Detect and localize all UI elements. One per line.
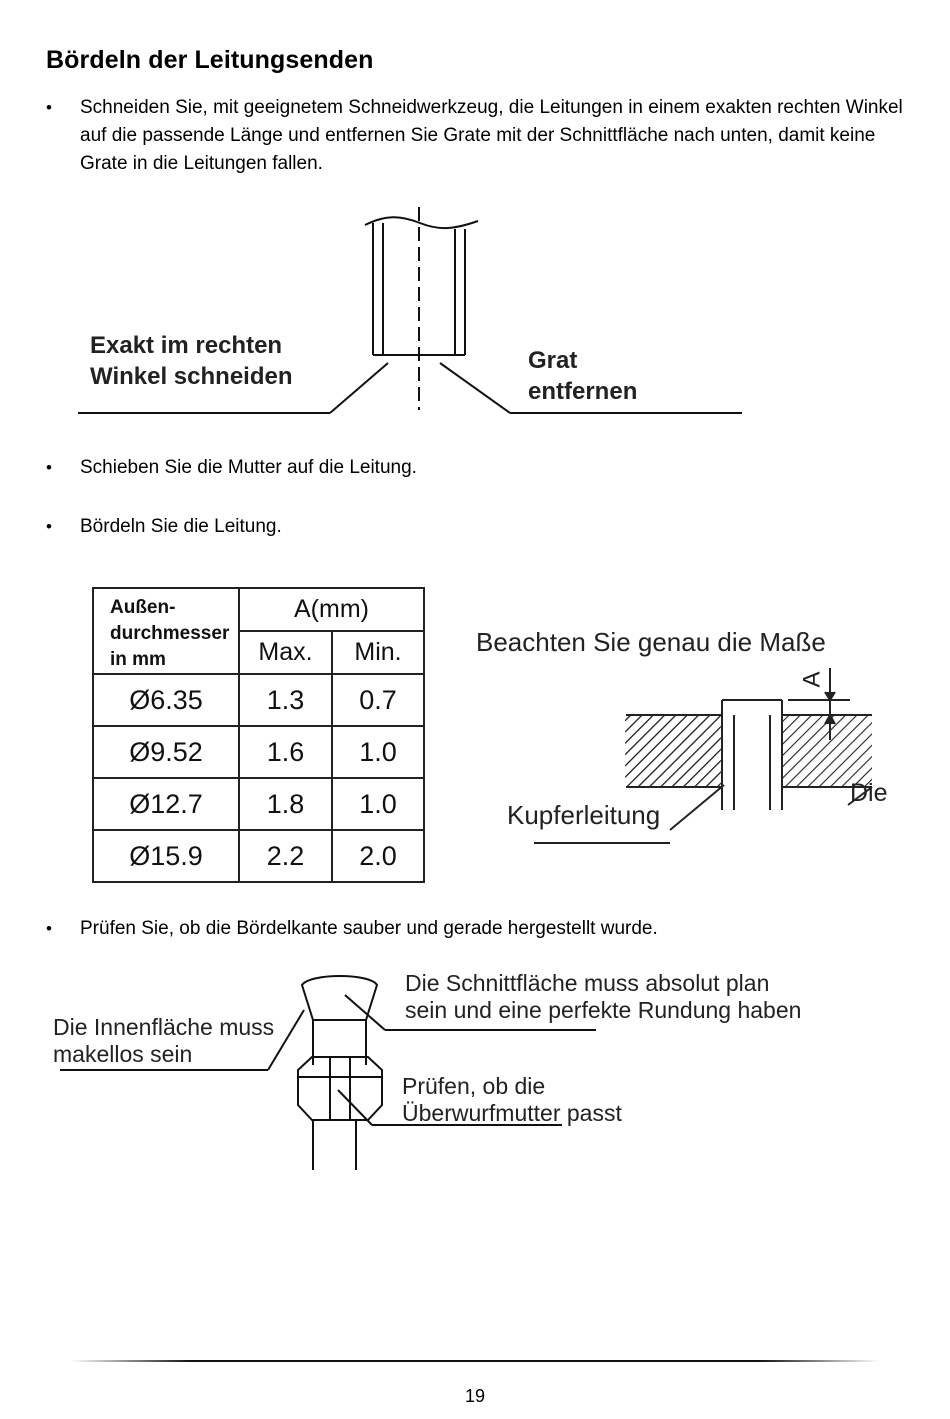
header-line: in mm: [110, 649, 166, 670]
cut-face-label-1: Die Schnittfläche muss absolut plan: [405, 970, 770, 996]
cell-diameter: Ø12.7: [93, 778, 239, 830]
inner-surface-label-2: makellos sein: [53, 1041, 193, 1067]
die-label: Die: [850, 779, 888, 807]
cell-diameter: Ø9.52: [93, 726, 239, 778]
page-title: Bördeln der Leitungsenden: [46, 46, 374, 74]
cut-face-label-2: sein und eine perfekte Rundung haben: [405, 997, 802, 1023]
nut-check-label-2: Überwurfmutter passt: [402, 1100, 622, 1126]
bullet-cut-text: Schneiden Sie, mit geeignetem Schneidwerkzeug, die Leitungen in einem exakten rechten Winkel auf die passende Länge und entfernen Sie Grate mit der Schnittfläche nach unten, damit keine Grate in die Leitungen fallen.: [80, 97, 903, 174]
page-number: 19: [464, 1386, 486, 1406]
cell-min: 1.0: [332, 778, 424, 830]
flare-heading: Beachten Sie genau die Maße: [476, 627, 826, 657]
cell-max: 1.6: [239, 726, 332, 778]
cell-max: 2.2: [239, 830, 332, 882]
footer-divider: [70, 1360, 880, 1362]
table-header-diameter: [93, 588, 239, 674]
nut-check-label-1: Prüfen, ob die: [402, 1073, 546, 1099]
flare-die-figure: [470, 660, 910, 860]
cell-min: 2.0: [332, 830, 424, 882]
cell-min: 0.7: [332, 674, 424, 726]
table-header-min: Min.: [332, 631, 424, 674]
cut-label-right-2: entfernen: [528, 378, 638, 405]
bullet-nut-text: Schieben Sie die Mutter auf die Leitung.: [80, 457, 417, 478]
copper-pipe-label: Kupferleitung: [507, 800, 661, 830]
table-header-a: A(mm): [239, 588, 424, 631]
bullet-check-text: Prüfen Sie, ob die Bördelkante sauber und gerade hergestellt wurde.: [80, 918, 658, 939]
table-row: [93, 830, 424, 882]
cell-max: 1.3: [239, 674, 332, 726]
header-line: Außen-: [110, 597, 176, 618]
flare-dimension-table: [92, 587, 425, 883]
bullet-marker: •: [46, 517, 52, 536]
header-line: durchmesser: [110, 623, 230, 644]
table-row: [93, 726, 424, 778]
cut-label-right-1: Grat: [528, 347, 578, 374]
bullet-marker: •: [46, 458, 52, 477]
cell-diameter: Ø6.35: [93, 674, 239, 726]
cut-label-left-1: Exakt im rechten: [90, 332, 283, 359]
table-header-max: Max.: [239, 631, 332, 674]
inner-surface-label-1: Die Innenfläche muss: [53, 1014, 275, 1040]
cell-max: 1.8: [239, 778, 332, 830]
dimension-a-label: A: [798, 671, 826, 688]
bullet-marker: •: [46, 98, 52, 117]
cut-label-left-2: Winkel schneiden: [90, 363, 293, 390]
bullet-marker: •: [46, 919, 52, 938]
bullet-flare-text: Bördeln Sie die Leitung.: [80, 516, 282, 537]
cell-min: 1.0: [332, 726, 424, 778]
table-row: [93, 674, 424, 726]
cell-diameter: Ø15.9: [93, 830, 239, 882]
table-row: [93, 778, 424, 830]
